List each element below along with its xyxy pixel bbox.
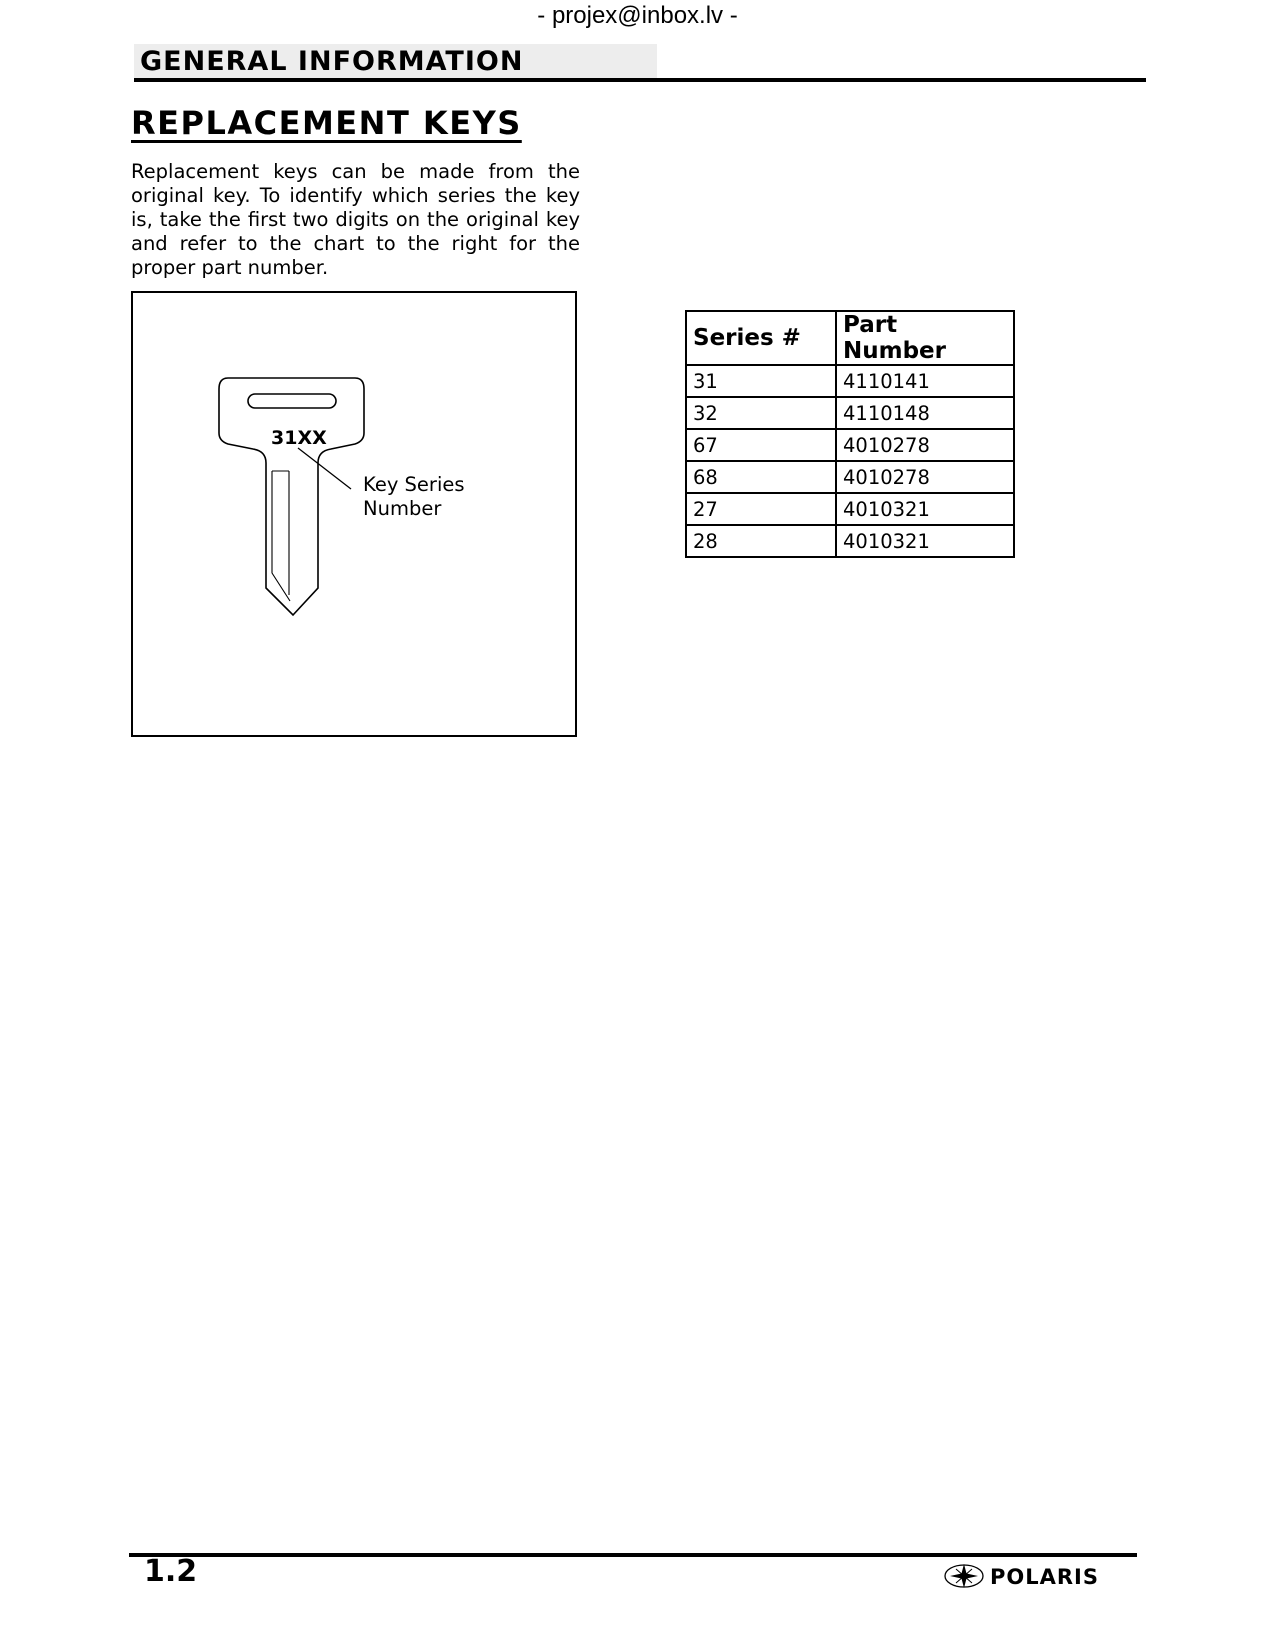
page-number: 1.2 bbox=[144, 1554, 198, 1589]
part-number-cell: 4110141 bbox=[836, 365, 1014, 397]
series-cell: 32 bbox=[686, 397, 836, 429]
footer-rule bbox=[129, 1553, 1137, 1557]
key-illustration bbox=[133, 293, 575, 735]
table-header-row bbox=[686, 311, 1014, 365]
part-number-cell: 4010321 bbox=[836, 493, 1014, 525]
section-title: GENERAL INFORMATION bbox=[140, 46, 524, 77]
key-series-callout bbox=[363, 473, 465, 521]
header-rule bbox=[134, 78, 1146, 82]
series-cell: 27 bbox=[686, 493, 836, 525]
table-row bbox=[686, 429, 1014, 461]
series-cell: 31 bbox=[686, 365, 836, 397]
table-row bbox=[686, 397, 1014, 429]
callout-text: Key Series Number bbox=[363, 473, 465, 520]
page-title: REPLACEMENT KEYS bbox=[131, 104, 522, 142]
table-row bbox=[686, 525, 1014, 557]
table-row bbox=[686, 493, 1014, 525]
key-figure bbox=[131, 291, 577, 737]
key-series-code: 31XX bbox=[271, 427, 327, 449]
column-header-part-number: Part Number bbox=[836, 311, 1014, 365]
part-number-table bbox=[685, 310, 1015, 558]
part-number-cell: 4110148 bbox=[836, 397, 1014, 429]
column-header-series: Series # bbox=[686, 311, 836, 365]
table-row bbox=[686, 365, 1014, 397]
series-cell: 67 bbox=[686, 429, 836, 461]
polaris-logo bbox=[944, 1560, 1134, 1592]
series-cell: 68 bbox=[686, 461, 836, 493]
part-number-cell: 4010278 bbox=[836, 429, 1014, 461]
callout-leader-line bbox=[298, 448, 351, 489]
part-number-cell: 4010321 bbox=[836, 525, 1014, 557]
table-row bbox=[686, 461, 1014, 493]
logo-wordmark: POLARIS bbox=[990, 1565, 1099, 1589]
intro-paragraph: Replacement keys can be made from the original key. To identify which series the key is, take the first two digits on the original key and refer to the chart to the right for the proper part number. bbox=[131, 160, 580, 279]
part-number-cell: 4010278 bbox=[836, 461, 1014, 493]
watermark: - projex@inbox.lv - bbox=[537, 2, 738, 29]
series-cell: 28 bbox=[686, 525, 836, 557]
